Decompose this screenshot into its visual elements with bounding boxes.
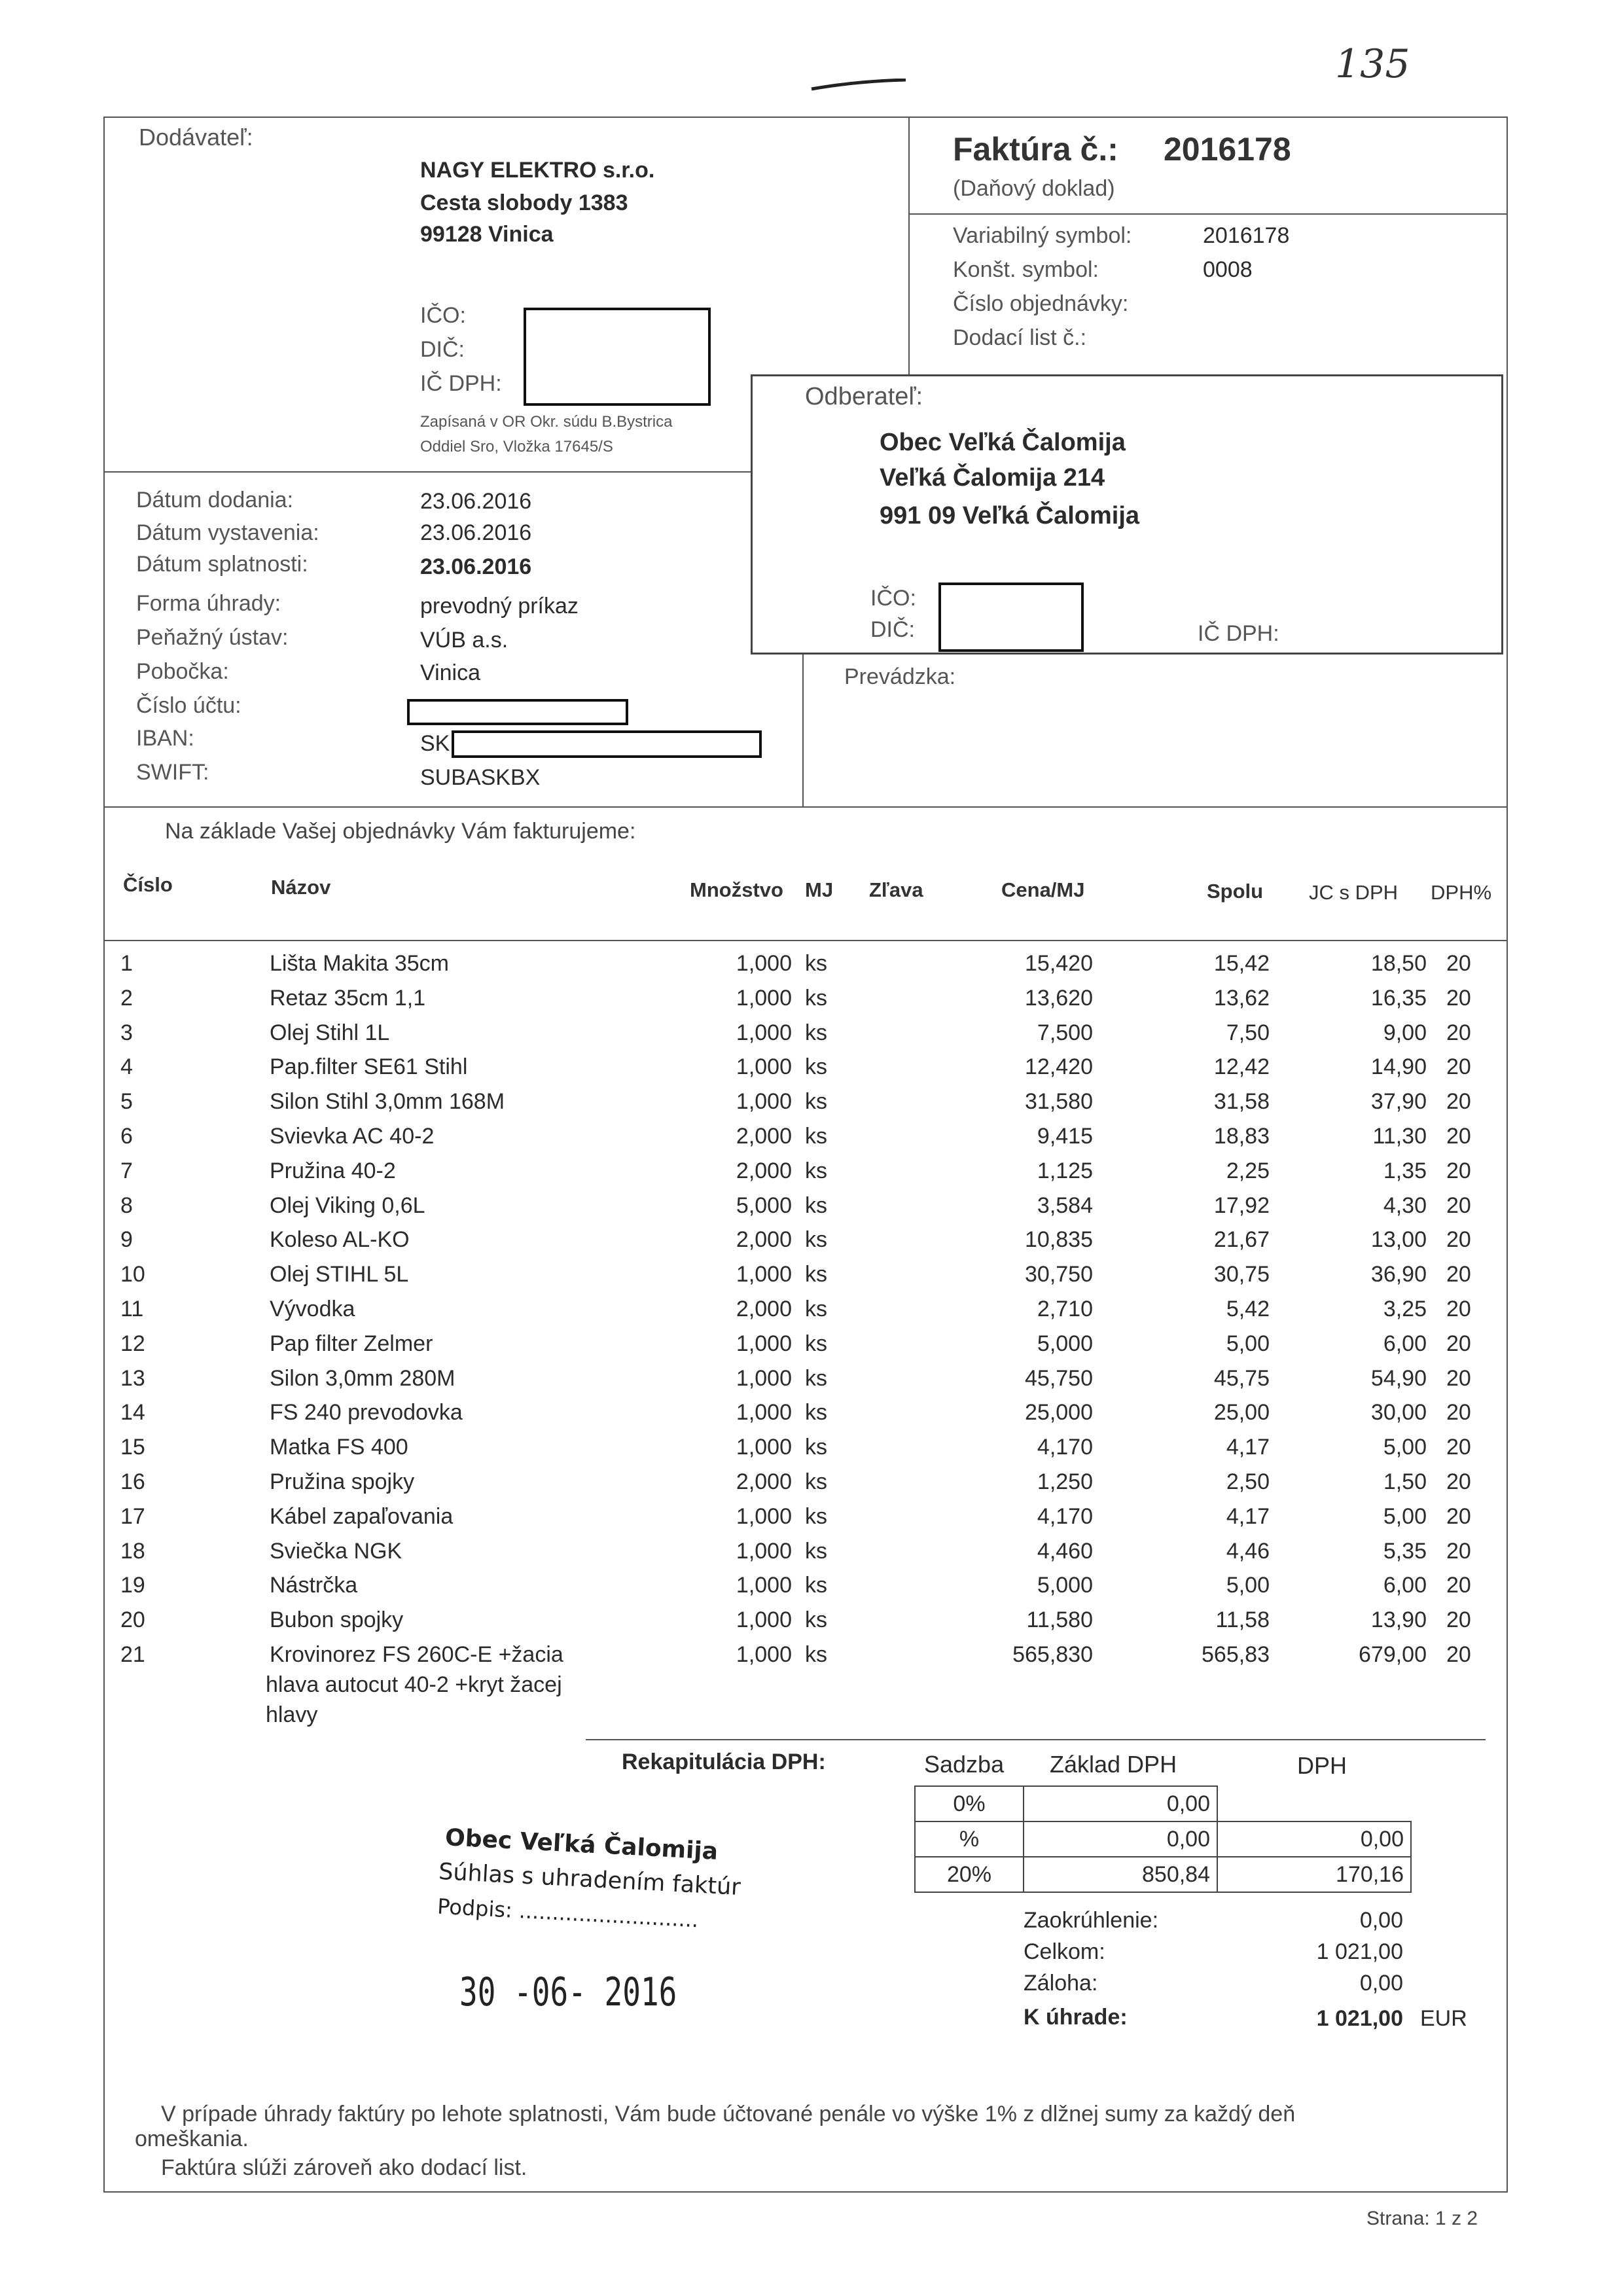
item-unit-cell: ks <box>805 1262 827 1287</box>
advance-label: Záloha: <box>1024 1971 1098 1996</box>
item-gross-cell: 36,90 <box>1370 1262 1427 1287</box>
item-total-cell: 4,46 <box>1226 1538 1270 1564</box>
item-qty-cell: 1,000 <box>736 1365 792 1391</box>
item-name-cell: Lišta Makita 35cm <box>270 951 449 976</box>
vat-base-cell: 0,00 <box>1024 1821 1217 1857</box>
item-name-cell: Pružina 40-2 <box>270 1158 396 1183</box>
item-name-continuation: hlava autocut 40-2 +kryt žacej <box>266 1672 562 1697</box>
approval-stamp-title: Obec Veľká Čalomija <box>444 1824 719 1865</box>
item-qty-cell: 1,000 <box>736 1642 792 1667</box>
vat-summary-table <box>914 1785 1412 1893</box>
vat-summary-row <box>915 1821 1411 1857</box>
item-total-cell: 2,25 <box>1226 1158 1270 1183</box>
rounding-value: 0,00 <box>1359 1908 1403 1933</box>
premises-label: Prevádzka: <box>844 664 956 689</box>
vat-rate-cell: 0% <box>915 1786 1024 1821</box>
item-gross-cell: 13,00 <box>1370 1227 1427 1253</box>
supplier-city: 99128 Vinica <box>420 222 554 247</box>
item-total-cell: 45,75 <box>1213 1365 1270 1391</box>
issue-date-label: Dátum vystavenia: <box>136 520 319 545</box>
item-vat-cell: 20 <box>1446 1469 1471 1494</box>
item-total-cell: 5,00 <box>1226 1331 1270 1356</box>
const-symbol-value: 0008 <box>1203 257 1253 282</box>
table-header-line <box>103 940 1508 941</box>
advance-value: 0,00 <box>1359 1971 1403 1996</box>
to-pay-value: 1 021,00 <box>1316 2006 1403 2031</box>
buyer-street: Veľká Čalomija 214 <box>880 464 1105 492</box>
item-unit-cell: ks <box>805 1642 827 1667</box>
account-label: Číslo účtu: <box>136 693 241 718</box>
variable-symbol-value: 2016178 <box>1203 223 1290 248</box>
item-price-cell: 12,420 <box>1025 1054 1093 1080</box>
total-label: Celkom: <box>1024 1939 1105 1964</box>
supplier-ico-label: IČO: <box>420 303 466 328</box>
item-qty-cell: 2,000 <box>736 1469 792 1494</box>
item-qty-cell: 1,000 <box>736 1503 792 1529</box>
item-vat-cell: 20 <box>1446 1503 1471 1529</box>
vat-base-header: Základ DPH <box>1050 1751 1177 1778</box>
item-gross-cell: 54,90 <box>1370 1365 1427 1391</box>
item-total-cell: 31,58 <box>1213 1089 1270 1115</box>
item-qty-cell: 2,000 <box>736 1297 792 1321</box>
item-unit-cell: ks <box>805 1331 827 1356</box>
item-name-cell: Retaz 35cm 1,1 <box>270 985 426 1011</box>
vat-vat-cell: 0,00 <box>1217 1821 1411 1857</box>
item-qty-cell: 1,000 <box>736 1573 792 1598</box>
rounding-label: Zaokrúhlenie: <box>1024 1908 1159 1933</box>
header-quantity: Množstvo <box>690 878 783 901</box>
redacted-iban <box>452 730 762 758</box>
item-qty-cell: 1,000 <box>736 1020 792 1045</box>
item-total-cell: 17,92 <box>1213 1193 1270 1218</box>
item-no-cell: 14 <box>120 1400 145 1426</box>
vat-base-cell: 850,84 <box>1024 1857 1217 1892</box>
item-gross-cell: 4,30 <box>1383 1193 1427 1218</box>
item-qty-cell: 2,000 <box>736 1158 792 1183</box>
invoice-number: 2016178 <box>1164 131 1291 168</box>
header-unit: MJ <box>805 878 834 901</box>
due-date-label: Dátum splatnosti: <box>136 552 308 577</box>
header-discount: Zľava <box>869 878 923 901</box>
item-unit-cell: ks <box>805 1193 827 1218</box>
variable-symbol-label: Variabilný symbol: <box>953 223 1132 248</box>
item-unit-cell: ks <box>805 1538 827 1564</box>
item-qty-cell: 1,000 <box>736 1607 792 1633</box>
invoice-subtitle: (Daňový doklad) <box>953 176 1115 201</box>
item-vat-cell: 20 <box>1446 1435 1471 1460</box>
item-price-cell: 565,830 <box>1012 1642 1093 1667</box>
item-total-cell: 11,58 <box>1215 1607 1270 1633</box>
item-price-cell: 10,835 <box>1025 1227 1093 1253</box>
item-no-cell: 7 <box>120 1158 133 1183</box>
item-no-cell: 11 <box>120 1297 144 1321</box>
header-number: Číslo <box>123 873 173 896</box>
item-price-cell: 5,000 <box>1037 1331 1093 1356</box>
item-total-cell: 5,00 <box>1226 1573 1270 1598</box>
item-qty-cell: 1,000 <box>736 1400 792 1426</box>
item-gross-cell: 6,00 <box>1383 1573 1427 1598</box>
item-no-cell: 15 <box>120 1435 145 1460</box>
item-vat-cell: 20 <box>1446 1020 1471 1045</box>
due-date-value: 23.06.2016 <box>420 554 532 579</box>
item-unit-cell: ks <box>805 1227 827 1253</box>
vat-rate-header: Sadzba <box>924 1751 1005 1778</box>
item-no-cell: 3 <box>120 1020 133 1045</box>
item-qty-cell: 1,000 <box>736 985 792 1011</box>
item-name-cell: Pap filter Zelmer <box>270 1331 433 1356</box>
item-total-cell: 2,50 <box>1226 1469 1270 1494</box>
item-unit-cell: ks <box>805 1435 827 1460</box>
item-vat-cell: 20 <box>1446 1297 1471 1321</box>
item-qty-cell: 1,000 <box>736 1262 792 1287</box>
item-gross-cell: 11,30 <box>1372 1124 1427 1149</box>
supplier-icdph-label: IČ DPH: <box>420 371 502 396</box>
item-total-cell: 13,62 <box>1213 985 1270 1011</box>
item-no-cell: 18 <box>120 1538 145 1564</box>
item-price-cell: 25,000 <box>1025 1400 1093 1426</box>
item-gross-cell: 6,00 <box>1383 1331 1427 1356</box>
bank-label: Peňažný ústav: <box>136 625 289 650</box>
buyer-icdph-label: IČ DPH: <box>1198 621 1279 646</box>
invoice-intro: Na základe Vašej objednávky Vám fakturujeme: <box>165 819 636 844</box>
item-unit-cell: ks <box>805 1054 827 1080</box>
item-name-cell: Bubon spojky <box>270 1607 404 1633</box>
item-name-cell: Pružina spojky <box>270 1469 415 1494</box>
page-number: Strana: 1 z 2 <box>1366 2208 1478 2229</box>
item-total-cell: 12,42 <box>1213 1054 1270 1080</box>
item-unit-cell: ks <box>805 1469 827 1494</box>
item-no-cell: 21 <box>120 1642 145 1667</box>
vat-amount-header: DPH <box>1297 1752 1347 1779</box>
item-total-cell: 15,42 <box>1213 951 1270 976</box>
item-vat-cell: 20 <box>1446 1124 1471 1149</box>
item-gross-cell: 37,90 <box>1370 1089 1427 1115</box>
item-vat-cell: 20 <box>1446 1158 1471 1183</box>
item-name-cell: Sviečka NGK <box>270 1538 402 1564</box>
item-price-cell: 7,500 <box>1037 1020 1093 1045</box>
redacted-buyer-ids <box>938 583 1084 652</box>
item-no-cell: 12 <box>120 1331 145 1356</box>
item-name-cell: Krovinorez FS 260C-E +žacia <box>270 1642 563 1667</box>
item-unit-cell: ks <box>805 1400 827 1426</box>
item-price-cell: 5,000 <box>1037 1573 1093 1598</box>
vat-summary-row <box>915 1786 1411 1821</box>
item-price-cell: 2,710 <box>1037 1297 1093 1321</box>
item-no-cell: 8 <box>120 1193 133 1218</box>
item-name-cell: Olej Viking 0,6L <box>270 1193 425 1218</box>
item-qty-cell: 1,000 <box>736 1331 792 1356</box>
item-no-cell: 6 <box>120 1124 133 1149</box>
item-vat-cell: 20 <box>1446 1054 1471 1080</box>
item-price-cell: 13,620 <box>1025 985 1093 1011</box>
item-price-cell: 4,460 <box>1037 1538 1093 1564</box>
swift-value: SUBASKBX <box>420 765 541 790</box>
item-unit-cell: ks <box>805 951 827 976</box>
supplier-street: Cesta slobody 1383 <box>420 190 628 215</box>
buyer-ico-label: IČO: <box>870 586 916 611</box>
item-qty-cell: 1,000 <box>736 1538 792 1564</box>
item-vat-cell: 20 <box>1446 1538 1471 1564</box>
item-name-continuation: hlavy <box>266 1702 318 1727</box>
vat-rate-cell: 20% <box>915 1857 1024 1892</box>
item-name-cell: Koleso AL-KO <box>270 1227 410 1253</box>
branch-label: Pobočka: <box>136 659 229 684</box>
item-gross-cell: 5,00 <box>1383 1435 1427 1460</box>
approval-stamp-signature: Podpis: ........................... <box>437 1893 700 1933</box>
branch-value: Vinica <box>420 660 480 685</box>
item-name-cell: Matka FS 400 <box>270 1435 408 1460</box>
item-no-cell: 19 <box>120 1573 145 1598</box>
item-total-cell: 18,83 <box>1213 1124 1270 1149</box>
item-total-cell: 30,75 <box>1213 1262 1270 1287</box>
delivery-note-label: Dodací list č.: <box>953 325 1087 350</box>
delivery-date-value: 23.06.2016 <box>420 489 532 514</box>
item-vat-cell: 20 <box>1446 1607 1471 1633</box>
item-price-cell: 45,750 <box>1025 1365 1093 1391</box>
header-unit-price: Cena/MJ <box>1001 878 1085 901</box>
item-name-cell: Olej STIHL 5L <box>270 1262 409 1287</box>
invoice-title: Faktúra č.: <box>953 131 1118 168</box>
summary-line <box>586 1739 1486 1740</box>
handwritten-page-mark: 135 <box>1335 41 1410 87</box>
item-vat-cell: 20 <box>1446 1089 1471 1115</box>
supplier-label: Dodávateľ: <box>139 124 253 151</box>
delivery-date-label: Dátum dodania: <box>136 488 294 512</box>
item-gross-cell: 5,00 <box>1383 1503 1427 1529</box>
buyer-city: 991 09 Veľká Čalomija <box>880 502 1140 529</box>
const-symbol-label: Konšt. symbol: <box>953 257 1099 282</box>
item-qty-cell: 1,000 <box>736 951 792 976</box>
item-qty-cell: 2,000 <box>736 1124 792 1149</box>
item-unit-cell: ks <box>805 1607 827 1633</box>
item-no-cell: 10 <box>120 1262 145 1287</box>
item-total-cell: 4,17 <box>1226 1435 1270 1460</box>
item-price-cell: 4,170 <box>1037 1435 1093 1460</box>
item-qty-cell: 2,000 <box>736 1227 792 1253</box>
item-unit-cell: ks <box>805 1020 827 1045</box>
item-unit-cell: ks <box>805 985 827 1011</box>
item-price-cell: 1,250 <box>1037 1469 1093 1494</box>
details-divider <box>802 655 804 806</box>
buyer-label: Odberateľ: <box>805 383 923 410</box>
header-name: Názov <box>271 876 331 899</box>
item-qty-cell: 1,000 <box>736 1435 792 1460</box>
item-name-cell: Silon Stihl 3,0mm 168M <box>270 1089 505 1115</box>
vat-summary-label: Rekapitulácia DPH: <box>622 1749 826 1774</box>
item-vat-cell: 20 <box>1446 1400 1471 1426</box>
item-gross-cell: 3,25 <box>1383 1297 1427 1321</box>
pen-stroke-mark <box>810 79 908 92</box>
item-no-cell: 9 <box>120 1227 133 1253</box>
item-total-cell: 4,17 <box>1226 1503 1270 1529</box>
item-qty-cell: 1,000 <box>736 1054 792 1080</box>
supplier-name: NAGY ELEKTRO s.r.o. <box>420 158 655 183</box>
item-unit-cell: ks <box>805 1573 827 1598</box>
item-vat-cell: 20 <box>1446 951 1471 976</box>
item-total-cell: 7,50 <box>1226 1020 1270 1045</box>
item-gross-cell: 16,35 <box>1370 985 1427 1011</box>
invoice-title-divider <box>908 213 1508 215</box>
delivery-note-statement: Faktúra slúži zároveň ako dodací list. <box>161 2155 527 2180</box>
item-unit-cell: ks <box>805 1365 827 1391</box>
item-name-cell: Vývodka <box>270 1297 355 1321</box>
item-gross-cell: 679,00 <box>1359 1642 1427 1667</box>
supplier-divider <box>103 471 751 473</box>
item-name-cell: Svievka AC 40-2 <box>270 1124 435 1149</box>
item-price-cell: 1,125 <box>1037 1158 1093 1183</box>
penalty-note-line-1: V prípade úhrady faktúry po lehote splatnosti, Vám bude účtované penále vo výške 1% z dlžnej sumy za každý deň <box>161 2102 1296 2126</box>
item-vat-cell: 20 <box>1446 1331 1471 1356</box>
item-gross-cell: 1,35 <box>1383 1158 1427 1183</box>
item-no-cell: 5 <box>120 1089 133 1115</box>
item-no-cell: 4 <box>120 1054 133 1080</box>
item-no-cell: 17 <box>120 1503 145 1529</box>
item-unit-cell: ks <box>805 1158 827 1183</box>
vat-vat-cell: 170,16 <box>1217 1857 1411 1892</box>
item-unit-cell: ks <box>805 1124 827 1149</box>
item-gross-cell: 1,50 <box>1383 1469 1427 1494</box>
header-total: Spolu <box>1207 880 1264 903</box>
item-price-cell: 9,415 <box>1037 1124 1093 1149</box>
header-vat-percent: DPH% <box>1431 881 1492 904</box>
item-gross-cell: 18,50 <box>1370 951 1427 976</box>
item-total-cell: 25,00 <box>1213 1400 1270 1426</box>
item-price-cell: 30,750 <box>1025 1262 1093 1287</box>
item-no-cell: 20 <box>120 1607 145 1633</box>
bank-value: VÚB a.s. <box>420 628 508 653</box>
order-number-label: Číslo objednávky: <box>953 291 1129 316</box>
item-price-cell: 15,420 <box>1025 951 1093 976</box>
approval-stamp-text: Súhlas s uhradením faktúr <box>438 1858 741 1901</box>
to-pay-label: K úhrade: <box>1024 2005 1128 2030</box>
currency: EUR <box>1420 2006 1467 2031</box>
item-name-cell: Silon 3,0mm 280M <box>270 1365 455 1391</box>
supplier-dic-label: DIČ: <box>420 337 465 362</box>
header-price-with-vat: JC s DPH <box>1309 881 1399 904</box>
item-vat-cell: 20 <box>1446 985 1471 1011</box>
issue-date-value: 23.06.2016 <box>420 520 532 545</box>
redacted-account-number <box>407 699 628 725</box>
item-name-cell: Kábel zapaľovania <box>270 1503 454 1529</box>
item-total-cell: 5,42 <box>1226 1297 1270 1321</box>
item-vat-cell: 20 <box>1446 1227 1471 1253</box>
header-divider <box>908 117 910 374</box>
item-no-cell: 13 <box>120 1365 145 1391</box>
item-gross-cell: 13,90 <box>1370 1607 1427 1633</box>
item-gross-cell: 14,90 <box>1370 1054 1427 1080</box>
item-no-cell: 1 <box>120 951 133 976</box>
item-vat-cell: 20 <box>1446 1365 1471 1391</box>
payment-form-value: prevodný príkaz <box>420 594 579 619</box>
item-unit-cell: ks <box>805 1089 827 1115</box>
item-vat-cell: 20 <box>1446 1193 1471 1218</box>
item-unit-cell: ks <box>805 1297 827 1321</box>
vat-base-cell: 0,00 <box>1024 1786 1217 1821</box>
item-vat-cell: 20 <box>1446 1642 1471 1667</box>
item-price-cell: 3,584 <box>1037 1193 1093 1218</box>
payment-form-label: Forma úhrady: <box>136 591 281 616</box>
details-bottom-line <box>103 806 1508 808</box>
item-no-cell: 16 <box>120 1469 145 1494</box>
penalty-note-line-2: omeškania. <box>135 2126 249 2151</box>
item-vat-cell: 20 <box>1446 1262 1471 1287</box>
item-vat-cell: 20 <box>1446 1573 1471 1598</box>
vat-summary-row <box>915 1857 1411 1892</box>
item-price-cell: 31,580 <box>1025 1089 1093 1115</box>
item-no-cell: 2 <box>120 985 133 1011</box>
total-value: 1 021,00 <box>1316 1939 1403 1964</box>
item-total-cell: 565,83 <box>1202 1642 1270 1667</box>
supplier-registration-1: Zapísaná v OR Okr. súdu B.Bystrica <box>420 413 673 431</box>
vat-rate-cell: % <box>915 1821 1024 1857</box>
item-name-cell: FS 240 prevodovka <box>270 1400 463 1426</box>
item-name-cell: Nástrčka <box>270 1573 358 1598</box>
item-unit-cell: ks <box>805 1503 827 1529</box>
approval-stamp-date: 30 -06- 2016 <box>459 1968 677 2015</box>
item-price-cell: 4,170 <box>1037 1503 1093 1529</box>
item-gross-cell: 5,35 <box>1383 1538 1427 1564</box>
iban-label: IBAN: <box>136 726 194 751</box>
item-name-cell: Olej Stihl 1L <box>270 1020 390 1045</box>
item-gross-cell: 30,00 <box>1370 1400 1427 1426</box>
item-qty-cell: 5,000 <box>736 1193 792 1218</box>
buyer-dic-label: DIČ: <box>870 617 915 642</box>
iban-prefix: SK <box>420 731 450 756</box>
item-price-cell: 11,580 <box>1026 1607 1093 1633</box>
item-gross-cell: 9,00 <box>1383 1020 1427 1045</box>
item-total-cell: 21,67 <box>1213 1227 1270 1253</box>
item-qty-cell: 1,000 <box>736 1089 792 1115</box>
buyer-name: Obec Veľká Čalomija <box>880 429 1126 456</box>
swift-label: SWIFT: <box>136 760 209 785</box>
vat-vat-cell <box>1217 1786 1411 1821</box>
redacted-supplier-ids <box>524 308 711 406</box>
supplier-registration-2: Oddiel Sro, Vložka 17645/S <box>420 438 613 456</box>
item-name-cell: Pap.filter SE61 Stihl <box>270 1054 468 1080</box>
